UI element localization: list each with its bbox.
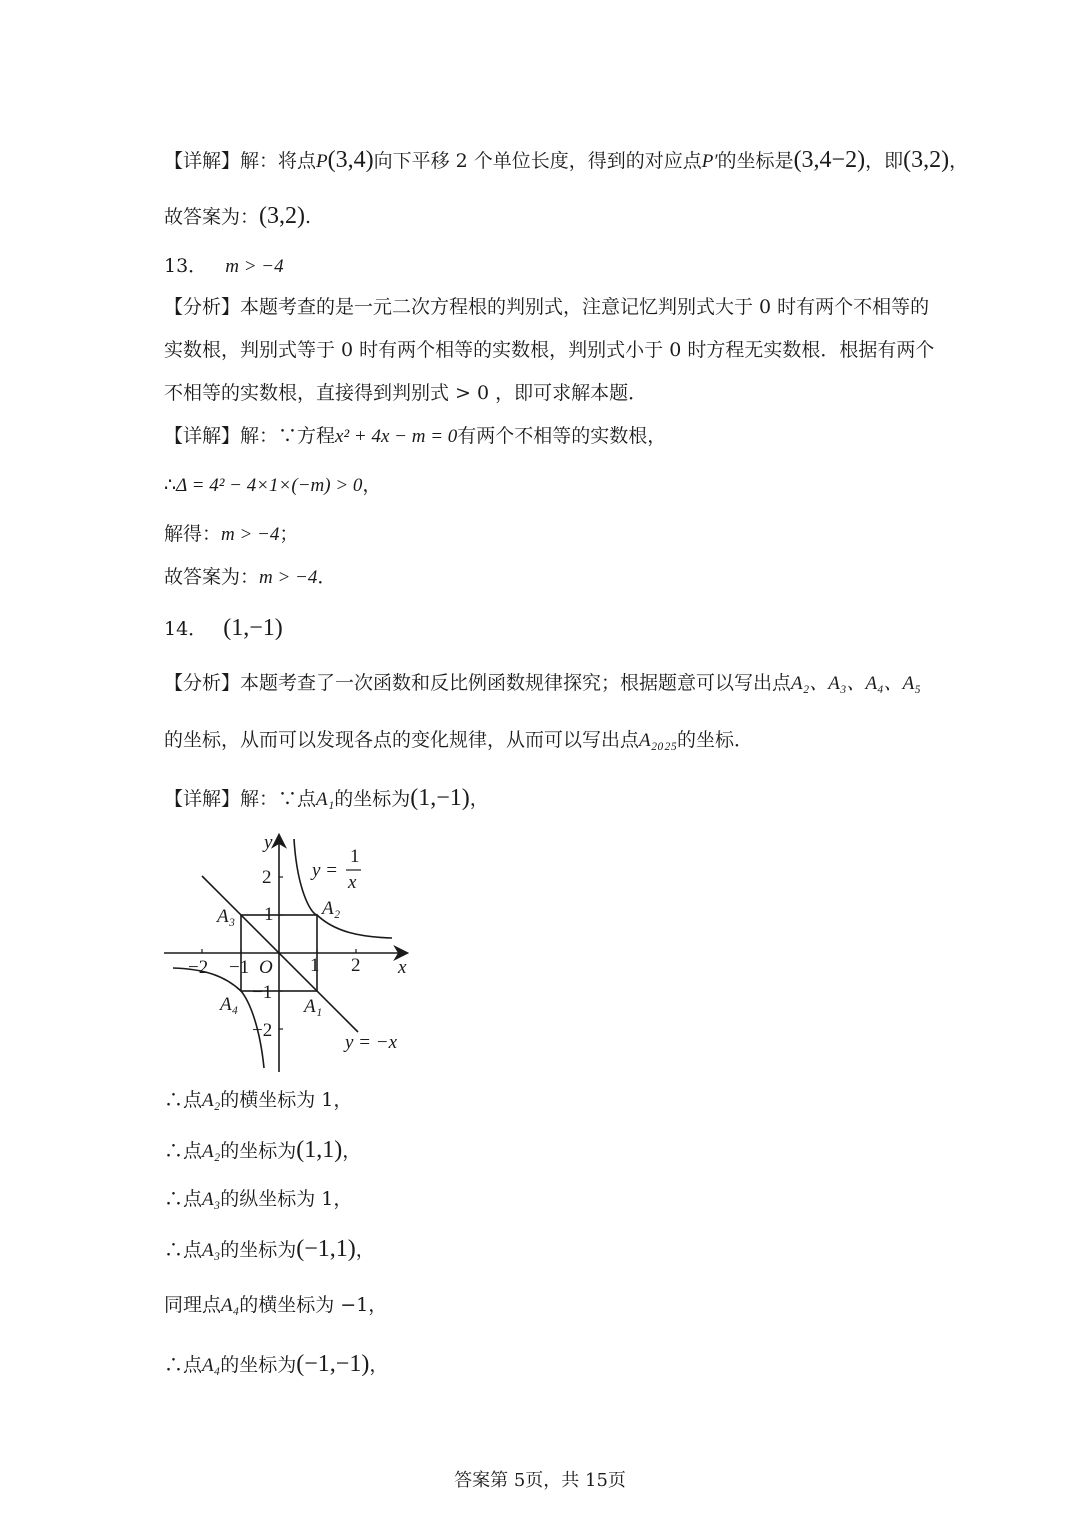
step-line-4	[164, 1237, 375, 1261]
text: ，	[342, 1140, 362, 1162]
text: ∴点	[164, 1089, 203, 1111]
detail-14-line-1	[164, 786, 489, 810]
point-a1-label: A₁	[304, 996, 323, 1017]
point: A₂	[202, 1090, 221, 1111]
y-axis-label: y	[264, 832, 273, 853]
text: ∴	[164, 474, 177, 496]
text: 的坐标为	[334, 788, 411, 810]
text: 【详解】解：∵点	[164, 788, 317, 810]
text: .	[305, 206, 312, 228]
coord: (3,2)	[259, 203, 305, 229]
text: 的坐标为	[220, 1354, 297, 1376]
tick-label: −2	[188, 957, 209, 978]
point: A₄	[202, 1355, 221, 1376]
step-line-1	[164, 1091, 352, 1110]
point: A₁	[316, 789, 335, 810]
text: 的坐标是	[717, 150, 794, 172]
text: 的坐标．	[677, 729, 754, 751]
text: 故答案为：	[164, 566, 260, 588]
equation: m > −4	[259, 567, 318, 588]
curve-label-denominator: x	[348, 872, 357, 893]
text: ．	[317, 566, 337, 588]
point: A₃	[202, 1189, 221, 1210]
text: ∴点	[164, 1188, 203, 1210]
coord: (3,4)	[327, 147, 374, 173]
curve-label-numerator: 1	[350, 846, 360, 867]
point-a2-label: A₂	[322, 898, 341, 919]
text: ，	[355, 1239, 375, 1261]
analysis-14-line-2	[164, 731, 753, 750]
solve-line	[164, 525, 298, 544]
step-line-6	[164, 1352, 388, 1376]
question-number: 14．	[164, 618, 208, 640]
tick-label: −2	[252, 1020, 273, 1041]
tick-label: −1	[252, 982, 273, 1003]
point: A₃	[202, 1240, 221, 1261]
text: 【详解】解：∵方程	[164, 425, 336, 447]
hyperbola-branch-1	[294, 839, 392, 938]
text: ∴点	[164, 1140, 203, 1162]
text: 【详解】解：将点	[164, 150, 317, 172]
text: 的坐标为	[220, 1239, 297, 1261]
coord: (3,2)	[903, 147, 950, 173]
point-a4-label: A₄	[220, 994, 239, 1015]
step-line-5	[164, 1296, 387, 1315]
coord: (1,−1)	[410, 785, 470, 811]
line-label: y = −x	[345, 1032, 398, 1053]
tick-label: −1	[229, 957, 250, 978]
tick-label: 1	[264, 904, 274, 925]
page-footer: 答案第 5页，共 15页	[454, 1470, 626, 1491]
coord: (1,1)	[296, 1137, 343, 1163]
text: 的纵坐标为 1，	[220, 1188, 353, 1210]
solution-line-1	[164, 148, 968, 172]
analysis-line-1: 【分析】本题考查的是一元二次方程根的判别式，注意记忆判别式大于 0 时有两个不相等的	[164, 296, 930, 318]
hyperbola-branch-2	[173, 968, 264, 1068]
point: A₄	[221, 1295, 240, 1316]
coord: (3,4−2)	[793, 147, 866, 173]
detail-line-13	[164, 427, 666, 446]
analysis-14-line-1	[164, 674, 921, 693]
equation: m > −4	[221, 524, 280, 545]
step-line-2	[164, 1138, 361, 1162]
text: 同理点	[164, 1294, 222, 1316]
text: ，	[369, 1354, 389, 1376]
points: A₂、A₃、A₄、A₅	[791, 673, 921, 694]
tick-label: 1	[310, 955, 320, 976]
text: ，	[469, 788, 489, 810]
tick-label: 2	[351, 955, 361, 976]
text: ，即	[865, 150, 904, 172]
delta-line	[164, 476, 381, 495]
point-a3-label: A₃	[217, 906, 236, 927]
text: ，	[362, 474, 382, 496]
tick-label: 2	[262, 867, 272, 888]
answer: m > −4	[225, 256, 284, 277]
coordinate-figure	[160, 828, 420, 1078]
text: 有两个不相等的实数根，	[457, 425, 667, 447]
analysis-line-2: 实数根，判别式等于 0 时有两个相等的实数根，判别式小于 0 时方程无实数根．根据有两个	[164, 339, 935, 361]
step-line-3	[164, 1190, 352, 1209]
equation: Δ = 4² − 4×1×(−m) > 0	[176, 475, 363, 496]
text: 的坐标，从而可以发现各点的变化规律，从而可以写出点	[164, 729, 640, 751]
point-p-prime: P′	[701, 151, 718, 172]
point: A₂₀₂₅	[639, 730, 678, 751]
equation: x² + 4x − m = 0	[335, 426, 458, 447]
text: 【分析】本题考查了一次函数和反比例函数规律探究；根据题意可以写出点	[164, 672, 792, 694]
text: ∴点	[164, 1239, 203, 1261]
point-p: P	[316, 151, 328, 172]
text: ；	[279, 523, 299, 545]
text: 的坐标为	[220, 1140, 297, 1162]
curve-label-lhs: y =	[312, 860, 339, 881]
question-14-header	[164, 616, 283, 640]
answer: (1,−1)	[223, 615, 283, 641]
text: 故答案为：	[164, 206, 260, 228]
question-13-header	[164, 257, 284, 276]
x-axis-label: x	[398, 957, 407, 978]
question-number: 13．	[164, 255, 208, 277]
coord: (−1,−1)	[296, 1351, 370, 1377]
coord: (−1,1)	[296, 1236, 356, 1262]
text: ，	[949, 150, 969, 172]
answer-line-13	[164, 568, 336, 587]
text: ∴点	[164, 1354, 203, 1376]
point: A₂	[202, 1141, 221, 1162]
analysis-line-3: 不相等的实数根，直接得到判别式 > 0 ，即可求解本题．	[164, 382, 648, 404]
text: 解得：	[164, 523, 222, 545]
text: 的横坐标为 −1，	[239, 1294, 388, 1316]
origin-label: O	[259, 957, 273, 978]
answer-line-12	[164, 204, 311, 228]
text: 向下平移 2 个单位长度，得到的对应点	[373, 150, 702, 172]
text: 的横坐标为 1，	[220, 1089, 353, 1111]
